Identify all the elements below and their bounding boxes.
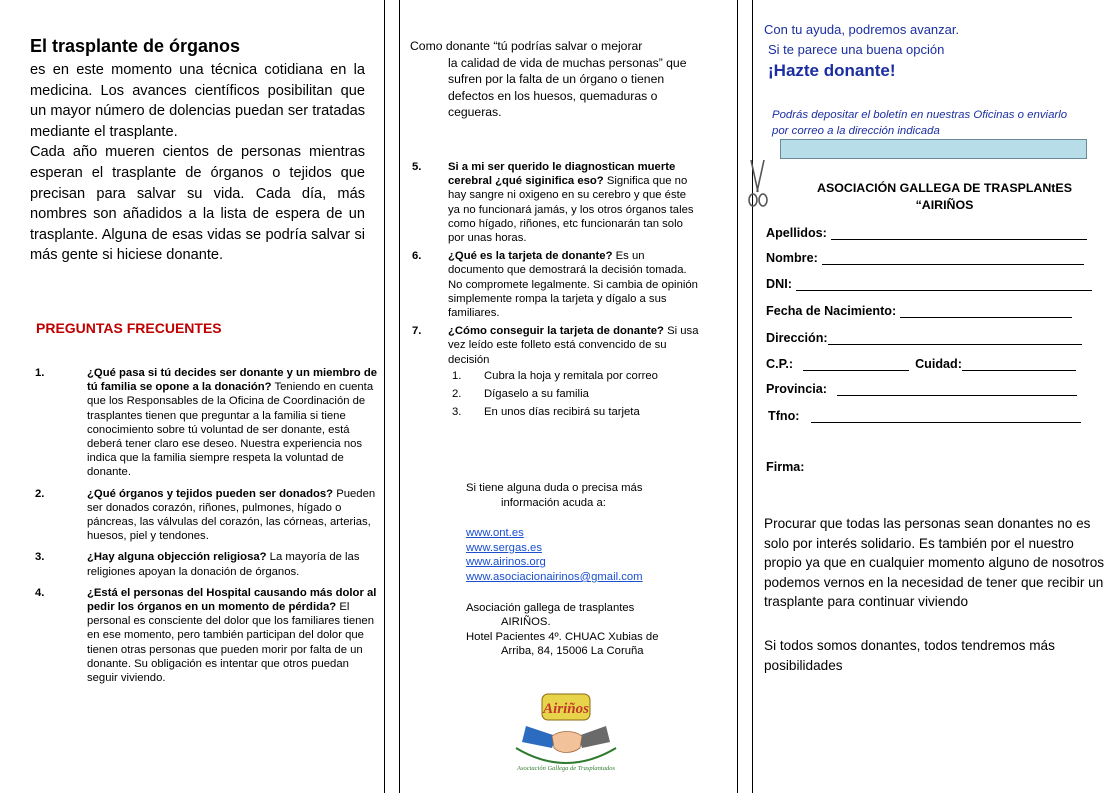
step-item xyxy=(448,387,700,401)
faq-question: ¿Qué órganos y tejidos pueden ser donados? xyxy=(87,487,334,500)
fold-line-right-inner xyxy=(752,0,753,793)
logo-subtext: Asociación Gallega de Trasplantados xyxy=(516,765,616,772)
steps-list xyxy=(448,369,700,420)
intro-paragraph-2: Cada año mueren cientos de personas mientras esperan el trasplante de órganos o tejidos que precisan para salvar su vida. Cada día, más nombres son añadidos a la lista de espera de un trasplante. Alguna de esas vidas se podría salvar si más gente si hiciese donante. xyxy=(30,144,365,264)
step-text: Dígaselo a su familia xyxy=(484,388,589,401)
ciudad-label: Cuidad: xyxy=(915,357,962,371)
faq-list xyxy=(35,366,378,692)
faq-question: ¿Qué es la tarjeta de donante? xyxy=(448,250,613,263)
call-line-2: Si te parece una buena opción xyxy=(768,42,945,57)
step-item xyxy=(448,369,700,383)
faq-list-continued xyxy=(412,160,700,423)
faq-item xyxy=(35,586,378,685)
nombre-field[interactable] xyxy=(822,252,1084,265)
apellidos-field[interactable] xyxy=(831,227,1087,240)
form-row-direccion xyxy=(766,331,1082,345)
faq-number: 3. xyxy=(35,551,45,564)
faq-item xyxy=(35,366,378,480)
fold-line-left xyxy=(384,0,385,793)
form-row-dni xyxy=(766,277,1092,291)
airinos-logo xyxy=(508,686,624,778)
faq-item xyxy=(35,550,378,578)
info-first: Si tiene alguna duda o precisa más xyxy=(466,482,643,494)
provincia-field[interactable] xyxy=(837,383,1077,396)
firma-label: Firma: xyxy=(766,460,805,474)
faq-number: 6. xyxy=(412,250,422,263)
dni-field[interactable] xyxy=(796,278,1092,291)
faq-answer: Teniendo en cuenta que los Responsables de la Oficina de Coordinación de trasplantes tienen que preguntar a la familia si tiene conocimiento sobre tú voluntad de ser donante, está deberá tener claro ese deseo. Nuestra experiencia nos indica que la familia siempre respeta la voluntad de donante. xyxy=(87,381,374,479)
donor-intro xyxy=(410,38,700,121)
call-line-1: Con tu ayuda, podremos avanzar. xyxy=(764,22,960,37)
info-paragraph xyxy=(466,481,701,510)
faq-number: 1. xyxy=(35,367,45,379)
closing-paragraph: Procurar que todas las personas sean donantes no es solo por interés solidario. Es también por el nuestro propio ya que en cualquier momento alguno de nosotros podemos vernos en la necesidad de tener que recibir un trasplante para continuar viviendo xyxy=(764,516,1105,610)
scissors-icon xyxy=(742,158,772,208)
form-heading-line-1: ASOCIACIÓN GALLEGA DE TRASPLANtES xyxy=(817,181,1072,195)
cp-field[interactable] xyxy=(803,358,909,371)
direccion-label: Dirección: xyxy=(766,331,828,345)
form-row-tfno xyxy=(768,409,1081,423)
form-row-provincia xyxy=(766,382,1077,396)
step-number: 3. xyxy=(452,406,462,419)
faq-answer: Significa que no hay sangre ni oxigeno en su cerebro y que éste ya no funcionará jamás, y los otros órganos tales como hígado, riñones, etc funcionarán tan solo por unas horas. xyxy=(448,175,694,245)
faq-question: ¿Cómo conseguir la tarjeta de donante? xyxy=(448,325,664,338)
link-list xyxy=(466,526,701,584)
faq-number: 2. xyxy=(35,487,45,500)
faq-item xyxy=(35,487,378,544)
call-heading: ¡Hazte donante! xyxy=(768,61,896,80)
donor-intro-rest: la calidad de vida de muchas personas” que sufren por la falta de un órgano o tienen defectos en los huesos, quemaduras o cegueras. xyxy=(448,55,687,120)
tfno-label: Tfno: xyxy=(768,409,800,423)
faq-item xyxy=(412,160,700,245)
cp-label: C.P.: xyxy=(766,357,794,371)
address-line: Arriba, 84, 15006 La Coruña xyxy=(501,645,644,658)
step-item xyxy=(448,405,700,419)
form-heading-line-2: “AIRIÑOS xyxy=(915,198,974,212)
faq-question: ¿Hay alguna objección religiosa? xyxy=(87,551,267,564)
form-row-cp xyxy=(766,357,1076,371)
faq-answer: El personal es consciente del dolor que los familiares tienen en ese momento, pero también participan del dolor que tienen otras personas que pueden morir por falta de un donante. Su obligación es intentar que otros puedan seguir viviendo. xyxy=(87,601,374,685)
form-row-apellidos xyxy=(766,226,1087,240)
form-row-nombre xyxy=(766,251,1084,265)
faq-answer: Pueden ser donados corazón, riñones, pulmones, hígado o páncreas, las válvulas del corazón, las córneas, arterias, huesos, piel y tendones. xyxy=(87,487,376,543)
link-email[interactable]: www.asociacionairinos@gmail.com xyxy=(466,570,643,583)
faq-item xyxy=(412,324,700,419)
link-airinos[interactable]: www.airinos.org xyxy=(466,556,546,569)
donor-intro-first: Como donante “tú podrías salvar o mejorar xyxy=(410,39,643,53)
step-number: 1. xyxy=(452,369,462,382)
address xyxy=(466,601,701,659)
provincia-label: Provincia: xyxy=(766,382,827,396)
faq-answer: Si usa vez leído este folleto está convencido de su decisión xyxy=(448,325,699,366)
faq-item xyxy=(412,249,700,320)
faq-question: ¿Está el personas del Hospital causando más dolor al pedir los órganos en un momento de pérdida? xyxy=(87,586,377,614)
highlight-bar xyxy=(780,139,1087,159)
faq-question: Si a mi ser querido le diagnostican muerte cerebral ¿qué siginifica eso? xyxy=(448,161,676,188)
form-row-firma xyxy=(766,460,805,474)
contact-info xyxy=(466,481,701,675)
faq-number: 4. xyxy=(35,586,45,599)
step-text: En unos días recibirá su tarjeta xyxy=(484,406,640,419)
closing-line: Si todos somos donantes, todos tendremos más posibilidades xyxy=(764,638,1055,673)
address-line: Hotel Pacientes 4º. CHUAC Xubias de xyxy=(466,630,659,643)
form-row-fecha xyxy=(766,304,1072,318)
mail-note: Podrás depositar el boletín en nuestras Oficinas o enviarlo por correo a la dirección indicada xyxy=(772,109,1068,137)
intro-paragraph-1: es en este momento una técnica cotidiana en la medicina. Los avances científicos posibilitan que un mayor número de dolencias puedan ser tratadas mediante el trasplante. xyxy=(30,62,365,140)
address-line: Asociación gallega de trasplantes xyxy=(466,601,635,614)
nombre-label: Nombre: xyxy=(766,251,818,265)
fold-line-left-inner xyxy=(399,0,400,793)
apellidos-label: Apellidos: xyxy=(766,226,827,240)
fecha-field[interactable] xyxy=(900,305,1072,318)
faq-number: 5. xyxy=(412,161,422,173)
fold-line-right xyxy=(737,0,738,793)
intro-text xyxy=(30,60,365,266)
page-title: El trasplante de órganos xyxy=(30,36,241,56)
faq-question: ¿Qué pasa si tú decides ser donante y un miembro de tú familia se opone a la donación? xyxy=(87,367,378,394)
step-text: Cubra la hoja y remitala por correo xyxy=(484,369,658,382)
direccion-field[interactable] xyxy=(828,332,1082,345)
ciudad-field[interactable] xyxy=(962,358,1076,371)
info-rest: información acuda a: xyxy=(501,496,606,509)
faq-answer: Es un documento que demostrará la decisión tomada. No compromete legalmente. Si cambia de opinión simplemente rompa la tarjeta y dígalo a sus familiares. xyxy=(448,250,698,320)
faq-answer: La mayoría de las religiones apoyan la donación de órganos. xyxy=(87,551,360,578)
faq-heading: PREGUNTAS FRECUENTES xyxy=(36,320,222,336)
link-ont[interactable]: www.ont.es xyxy=(466,527,524,540)
step-number: 2. xyxy=(452,388,462,401)
link-sergas[interactable]: www.sergas.es xyxy=(466,541,542,554)
address-line: AIRIÑOS. xyxy=(501,616,551,629)
fecha-label: Fecha de Nacimiento: xyxy=(766,304,897,318)
dni-label: DNI: xyxy=(766,277,792,291)
tfno-field[interactable] xyxy=(811,410,1081,423)
form-heading xyxy=(772,180,1115,214)
logo-text: Airiños xyxy=(543,701,589,717)
faq-number: 7. xyxy=(412,325,422,338)
